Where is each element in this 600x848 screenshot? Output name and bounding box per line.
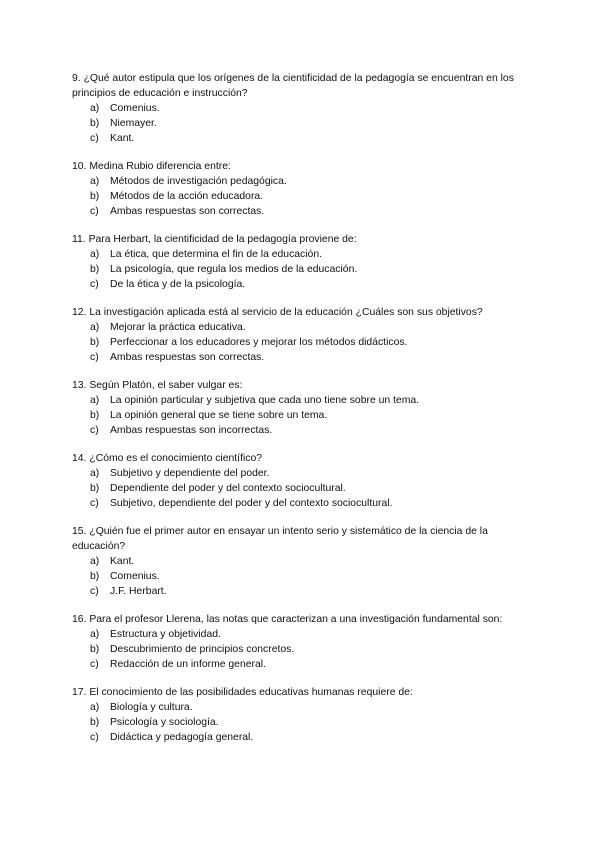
option-text: La ética, que determina el fin de la educación. — [110, 249, 322, 260]
option-label: c) — [90, 659, 99, 670]
option-label: c) — [90, 133, 99, 144]
question-text — [72, 524, 524, 554]
question-text — [72, 685, 524, 700]
option-label: a) — [90, 556, 100, 567]
option-label: b) — [90, 483, 100, 494]
option-b — [72, 189, 524, 204]
question-text — [72, 612, 524, 627]
option-text: J.F. Herbart. — [110, 586, 167, 597]
question-prompt: ¿Quién fue el primer autor en ensayar un intento serio y sistemático de la ciencia de la educación? — [72, 526, 488, 552]
option-a — [72, 393, 524, 408]
question-prompt: ¿Cómo es el conocimiento científico? — [89, 453, 263, 464]
option-list — [72, 554, 524, 599]
option-label: c) — [90, 206, 99, 217]
option-label: a) — [90, 103, 100, 114]
option-label: a) — [90, 395, 100, 406]
question-text — [72, 378, 524, 393]
option-text: Psicología y sociología. — [110, 717, 219, 728]
option-c — [72, 657, 524, 672]
question-9 — [72, 71, 524, 146]
question-number: 17. — [72, 687, 87, 698]
option-b — [72, 116, 524, 131]
option-a — [72, 101, 524, 116]
option-text: La opinión general que se tiene sobre un tema. — [110, 410, 328, 421]
option-label: a) — [90, 702, 100, 713]
option-list — [72, 466, 524, 511]
option-text: Ambas respuestas son incorrectas. — [110, 425, 273, 436]
option-list — [72, 174, 524, 219]
option-text: Métodos de investigación pedagógica. — [110, 176, 287, 187]
question-text — [72, 232, 524, 247]
option-label: a) — [90, 468, 100, 479]
option-text: Subjetivo, dependiente del poder y del contexto sociocultural. — [110, 498, 393, 509]
option-label: b) — [90, 264, 100, 275]
question-prompt: Medina Rubio diferencia entre: — [89, 161, 231, 172]
option-list — [72, 101, 524, 146]
option-text: Subjetivo y dependiente del poder. — [110, 468, 270, 479]
question-number: 9. — [72, 73, 81, 84]
option-text: Estructura y objetividad. — [110, 629, 221, 640]
question-text — [72, 305, 524, 320]
option-label: b) — [90, 191, 100, 202]
question-number: 14. — [72, 453, 87, 464]
option-list — [72, 393, 524, 438]
question-17 — [72, 685, 524, 745]
question-16 — [72, 612, 524, 672]
question-prompt: ¿Qué autor estipula que los orígenes de la cientificidad de la pedagogía se encuentran en los principios de educación e instrucción? — [72, 73, 514, 99]
option-a — [72, 247, 524, 262]
option-text: Didáctica y pedagogía general. — [110, 732, 254, 743]
option-c — [72, 730, 524, 745]
option-text: De la ética y de la psicología. — [110, 279, 246, 290]
option-label: c) — [90, 352, 99, 363]
question-number: 15. — [72, 526, 87, 537]
question-13 — [72, 378, 524, 438]
option-text: Biología y cultura. — [110, 702, 193, 713]
option-label: a) — [90, 249, 100, 260]
option-a — [72, 700, 524, 715]
option-c — [72, 423, 524, 438]
option-label: b) — [90, 410, 100, 421]
option-label: c) — [90, 586, 99, 597]
option-b — [72, 715, 524, 730]
option-text: Kant. — [110, 133, 135, 144]
question-prompt: Para Herbart, la cientificidad de la pedagogía proviene de: — [88, 234, 357, 245]
question-10 — [72, 159, 524, 219]
option-b — [72, 262, 524, 277]
option-text: Dependiente del poder y del contexto sociocultural. — [110, 483, 346, 494]
option-text: Redacción de un informe general. — [110, 659, 266, 670]
question-15 — [72, 524, 524, 599]
option-text: Ambas respuestas son correctas. — [110, 206, 265, 217]
question-text — [72, 71, 524, 101]
option-list — [72, 627, 524, 672]
option-text: Mejorar la práctica educativa. — [110, 322, 246, 333]
option-label: c) — [90, 425, 99, 436]
question-number: 11. — [72, 234, 86, 245]
question-12 — [72, 305, 524, 365]
question-14 — [72, 451, 524, 511]
option-text: Comenius. — [110, 103, 160, 114]
option-label: b) — [90, 644, 100, 655]
option-label: b) — [90, 571, 100, 582]
option-c — [72, 584, 524, 599]
option-text: Kant. — [110, 556, 135, 567]
option-list — [72, 700, 524, 745]
option-label: b) — [90, 717, 100, 728]
question-list — [72, 71, 524, 758]
option-b — [72, 642, 524, 657]
option-label: b) — [90, 337, 100, 348]
option-text: La psicología, que regula los medios de la educación. — [110, 264, 358, 275]
option-label: a) — [90, 629, 100, 640]
option-a — [72, 466, 524, 481]
option-text: Comenius. — [110, 571, 160, 582]
option-text: Ambas respuestas son correctas. — [110, 352, 265, 363]
option-label: c) — [90, 498, 99, 509]
question-number: 10. — [72, 161, 87, 172]
option-text: Perfeccionar a los educadores y mejorar los métodos didácticos. — [110, 337, 408, 348]
option-text: La opinión particular y subjetiva que cada uno tiene sobre un tema. — [110, 395, 420, 406]
option-list — [72, 320, 524, 365]
option-a — [72, 554, 524, 569]
option-label: c) — [90, 279, 99, 290]
option-c — [72, 277, 524, 292]
question-text — [72, 159, 524, 174]
option-c — [72, 496, 524, 511]
option-c — [72, 131, 524, 146]
option-c — [72, 204, 524, 219]
option-list — [72, 247, 524, 292]
question-prompt: El conocimiento de las posibilidades educativas humanas requiere de: — [89, 687, 413, 698]
option-label: b) — [90, 118, 100, 129]
option-text: Métodos de la acción educadora. — [110, 191, 264, 202]
option-b — [72, 335, 524, 350]
question-prompt: Según Platón, el saber vulgar es: — [89, 380, 243, 391]
question-11 — [72, 232, 524, 292]
option-text: Descubrimiento de principios concretos. — [110, 644, 295, 655]
question-number: 16. — [72, 614, 87, 625]
option-a — [72, 320, 524, 335]
option-c — [72, 350, 524, 365]
question-prompt: La investigación aplicada está al servicio de la educación ¿Cuáles son sus objetivos? — [89, 307, 483, 318]
option-a — [72, 627, 524, 642]
option-label: a) — [90, 176, 100, 187]
option-text: Niemayer. — [110, 118, 157, 129]
option-a — [72, 174, 524, 189]
option-b — [72, 408, 524, 423]
question-prompt: Para el profesor Llerena, las notas que caracterizan a una investigación fundamental son: — [89, 614, 503, 625]
option-b — [72, 481, 524, 496]
question-number: 13. — [72, 380, 87, 391]
question-number: 12. — [72, 307, 87, 318]
option-b — [72, 569, 524, 584]
question-text — [72, 451, 524, 466]
option-label: c) — [90, 732, 99, 743]
option-label: a) — [90, 322, 100, 333]
